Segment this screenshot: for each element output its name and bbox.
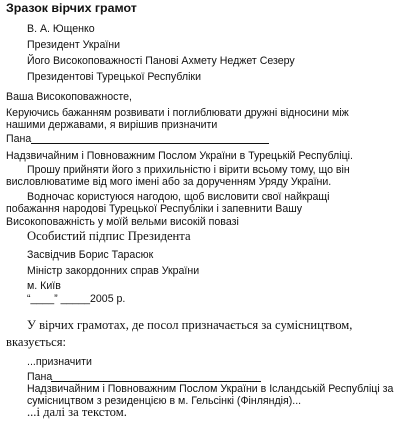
example-tail: ...і далі за текстом. — [27, 405, 127, 419]
signature-note: Особистий підпис Президента — [27, 229, 191, 243]
body-paragraph-3: Прошу прийняти його з прихильністю і вірити всьому тому, що він висловлюватиме від мого імені або за дорученням Уряду України. — [6, 164, 350, 189]
example-blank-line — [51, 381, 261, 382]
body-paragraph-4: Водночас користуюся нагодою, щоб висловити свої найкращі побажання народові Турецької Республіки і запевнити Вашу Високоповажність у моїй вельми високій повазі — [6, 191, 330, 228]
sender-title: Президент України — [27, 39, 121, 51]
recipient-title: Президентові Турецької Республіки — [27, 71, 201, 83]
document-title: Зразок вірчих грамот — [6, 1, 137, 15]
sender-name: В. А. Ющенко — [27, 23, 95, 35]
pana-label: Пана — [6, 133, 32, 145]
body-paragraph-1: Керуючись бажанням розвивати і поглиблювати дружні відносини між нашими державами, я вирішив призначити — [6, 107, 349, 132]
salutation: Ваша Високоповажносте, — [6, 91, 132, 103]
name-blank-line — [31, 143, 269, 144]
note-paragraph: У вірчих грамотах, де посол призначається за сумісництвом, вказується: — [6, 318, 353, 349]
example-paragraph: Надзвичайним і Повноважним Послом України в Ісландській Республіці за сумісництвом з резиденцією в м. Гельсінкі (Фінляндія)... — [27, 383, 394, 408]
example-pana-label: Пана — [27, 371, 53, 383]
countersign-title: Міністр закордонних справ України — [27, 265, 200, 277]
countersign-name: Засвідчив Борис Тарасюк — [27, 249, 154, 261]
date-line: “____” _____2005 р. — [27, 293, 126, 305]
body-paragraph-2: Надзвичайним і Повноважним Послом України в Турецькій Республіці. — [6, 150, 353, 162]
place: м. Київ — [27, 280, 61, 292]
recipient-name: Його Високоповажності Панові Ахмету Неджет Сезеру — [27, 55, 295, 67]
example-appoint: ...призначити — [27, 356, 92, 368]
